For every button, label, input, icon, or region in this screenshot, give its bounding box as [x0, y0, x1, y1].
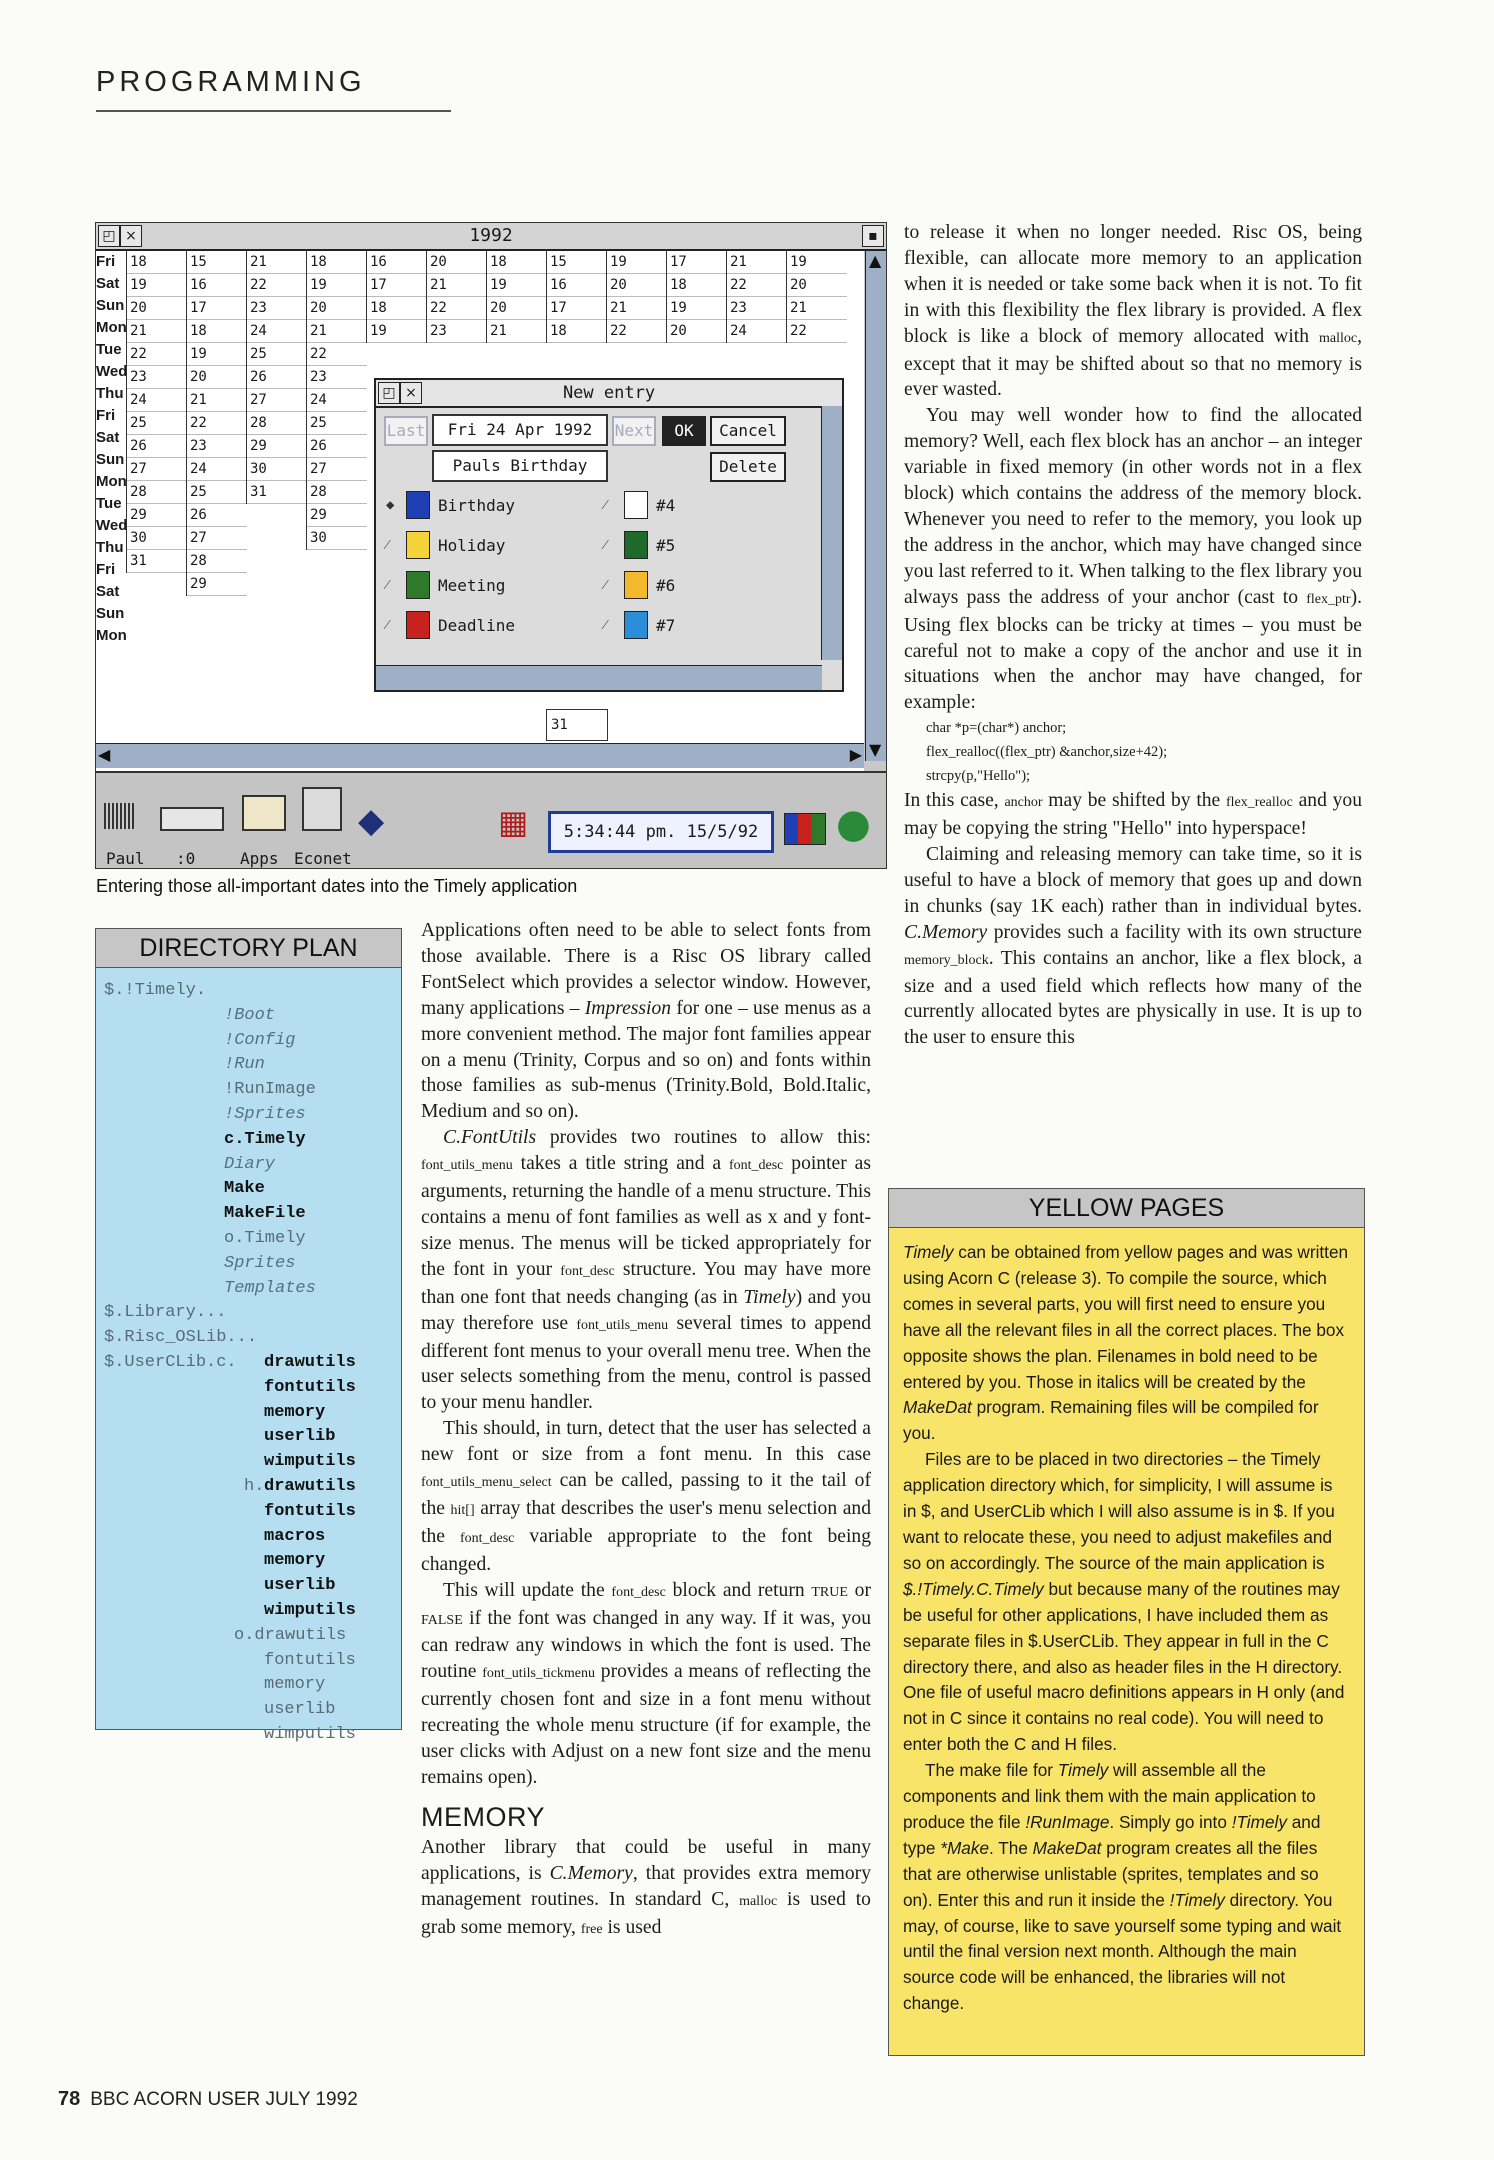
date-cell[interactable]: 21	[187, 389, 247, 412]
date-cell[interactable]: 24	[727, 320, 787, 343]
date-cell[interactable]: 26	[307, 435, 367, 458]
date-cell[interactable]: 30	[127, 527, 187, 550]
directory-entry: drawutils	[264, 1477, 356, 1496]
radio-icon[interactable]: ⁄	[386, 576, 389, 593]
date-cell[interactable]: 16	[547, 274, 607, 297]
category-option[interactable]	[386, 570, 505, 600]
date-cell[interactable]: 22	[787, 320, 847, 343]
dialog-close-icon[interactable]: ×	[400, 382, 422, 404]
back-icon[interactable]: ◰	[98, 225, 120, 247]
date-cell[interactable]: 23	[307, 366, 367, 389]
date-field[interactable]: Fri 24 Apr 1992	[432, 414, 608, 446]
category-option[interactable]	[386, 610, 515, 640]
directory-entry: memory	[264, 1675, 326, 1695]
date-cell[interactable]: 31	[127, 550, 187, 573]
dialog-back-icon[interactable]: ◰	[378, 382, 400, 404]
date-cell[interactable]: 20	[307, 297, 367, 320]
date-cell[interactable]: 28	[127, 481, 187, 504]
date-cell[interactable]: 19	[487, 274, 547, 297]
date-cell[interactable]: 16	[187, 274, 247, 297]
date-cell[interactable]: 31	[247, 481, 307, 504]
apps-label: Apps	[240, 849, 279, 868]
date-cell[interactable]: 20	[187, 366, 247, 389]
date-cell[interactable]: 18	[187, 320, 247, 343]
new-entry-dialog	[374, 378, 844, 692]
directory-entry: memory	[264, 1402, 326, 1422]
paragraph: You may well wonder how to find the allocated memory? Well, each flex block has an anchor – an integer variable in fixed memory (in other words not in a flex block) which contains the address of the memory block. Whenever you need to refer to the memory, you look up the address in the anchor, which may have changed since you last referred to it. When talking to the flex library you always pass the address of your anchor (cast to flex_ptr). Using flex blocks can be tricky at times – you must be careful not to make a copy of the anchor and use it in situations when the anchor may have changed, for example:	[904, 405, 1362, 714]
date-cell[interactable]: 18	[667, 274, 727, 297]
date-cell[interactable]: 22	[307, 343, 367, 366]
econet-drive-icon[interactable]	[160, 807, 224, 831]
option-label: #6	[656, 575, 676, 595]
directory-entry: fontutils	[264, 1650, 356, 1670]
page-number: 78	[58, 2088, 81, 2110]
diamond-icon[interactable]: ◆	[358, 801, 385, 841]
clock-display[interactable]: 5:34:44 pm. 15/5/92	[548, 811, 774, 853]
date-column	[546, 251, 607, 343]
paragraph: Applications often need to be able to select fonts from those available. There is a Risc OS library called FontSelect which provides a selector window. However, many applications – Impression for one – use menus as a more convenient method. The major font families appear on a menu (Trinity, Corpus and so on) and fonts within those families as sub-menus (Trinity.Bold, Bold.Italic, Medium and so on).	[421, 920, 871, 1123]
date-cell[interactable]: 22	[187, 412, 247, 435]
dialog-vertical-scrollbar[interactable]	[821, 406, 842, 660]
day-label: Sun	[96, 605, 125, 622]
directory-entry: fontutils	[264, 1501, 356, 1521]
date-cell[interactable]: 29	[307, 504, 367, 527]
date-cell[interactable]: 27	[247, 389, 307, 412]
radio-icon[interactable]: ◆	[386, 497, 395, 513]
paragraph: C.FontUtils provides two routines to allow this: font_utils_menu takes a title string and a font_desc pointer as arguments, returning the handle of a menu structure. This contains a menu of font families as well as x and y font-size menus. The menus will be ticked appropriately for the font in your font_desc structure. You may have more than one font that needs changing (as in Timely) and you may therefore use font_utils_menu several times to append different font menus to your overall menu tree. When the user selects something from the menu, control is passed to your menu handler.	[421, 1127, 871, 1414]
middle-column	[421, 918, 871, 1942]
day-label: Sun	[96, 297, 125, 314]
date-cell[interactable]: 21	[427, 274, 487, 297]
day-label: Mon	[96, 473, 127, 490]
paragraph: Files are to be placed in two directories – the Timely application directory which, for simplicity, I will assume is in $, and UserCLib which I will also assume is in $. If you want to relocate these, you need to adjust makefiles and so on accordingly. The source of the main application is $.!Timely.C.Timely but because many of the routines may be useful for other applications, I have included them as separate files in $.UserCLib. They appear in full in the C directory there, and also as header files in the H directory. One file of useful macro definitions appears in H only (and not in C since it contains no real code). You will need to enter both the C and H files.	[903, 1449, 1345, 1755]
date-cell[interactable]: 25	[127, 412, 187, 435]
radio-icon[interactable]: ⁄	[604, 616, 607, 633]
entry-text-field[interactable]: Pauls Birthday	[432, 450, 608, 482]
day-label: Tue	[96, 341, 122, 358]
directory-entry: fontutils	[264, 1377, 356, 1397]
radio-icon[interactable]: ⁄	[604, 576, 607, 593]
figure-caption: Entering those all-important dates into the Timely application	[96, 876, 578, 896]
date-cell[interactable]: 19	[127, 274, 187, 297]
directory-entry: $.!Timely.	[104, 981, 207, 1000]
drive-icon[interactable]	[104, 803, 134, 829]
next-button[interactable]: Next	[612, 416, 656, 446]
date-cell[interactable]: 25	[247, 343, 307, 366]
vertical-scrollbar[interactable]	[865, 251, 886, 761]
dialog-horizontal-scrollbar[interactable]	[376, 665, 822, 690]
day-labels	[96, 251, 126, 647]
directory-entry: wimputils	[264, 1601, 356, 1620]
date-cell[interactable]: 19	[667, 297, 727, 320]
date-cell[interactable]: 19	[307, 274, 367, 297]
day-label: Thu	[96, 385, 124, 402]
date-cell[interactable]: 21	[127, 320, 187, 343]
date-cell[interactable]: 23	[727, 297, 787, 320]
date-cell[interactable]: 23	[127, 366, 187, 389]
date-cell[interactable]: 25	[307, 412, 367, 435]
directory-entry: h.	[244, 1477, 265, 1496]
directory-plan-title: DIRECTORY PLAN	[96, 929, 401, 968]
directory-entry: Make	[224, 1179, 265, 1199]
code-line: flex_realloc((flex_ptr) &anchor,size+42);	[926, 744, 1168, 761]
palette-icon[interactable]	[784, 813, 826, 845]
directory-entry: o.drawutils	[234, 1625, 347, 1645]
date-cell[interactable]: 22	[247, 274, 307, 297]
calendar-app-icon[interactable]: ▦	[498, 803, 529, 841]
drive-label: Paul	[106, 849, 145, 868]
date-cell[interactable]: 30	[307, 527, 367, 550]
calendar-window-title	[96, 223, 886, 251]
date-column	[126, 251, 187, 573]
date-cell[interactable]: 29	[127, 504, 187, 527]
date-cell[interactable]: 23	[247, 297, 307, 320]
day-label: Fri	[96, 253, 116, 270]
date-cell[interactable]: 29	[187, 573, 247, 596]
date-cell[interactable]: 19	[787, 251, 847, 274]
option-label: #7	[656, 615, 676, 635]
paragraph: The make file for Timely will assemble all the components and link them with the main application to produce the file !RunImage. Simply go into !Timely and type *Make. The MakeDat program creates all the files that are otherwise unlistable (sprites, templates and so on). Enter this and run it inside the !Timely directory. You may, of course, like to save yourself some typing and wait until the final version next month. Although the main source code will be enhanced, the libraries will not change.	[903, 1760, 1342, 2014]
date-cell[interactable]: 21	[727, 251, 787, 274]
date-cell[interactable]: 28	[307, 481, 367, 504]
yellow-pages-text	[889, 1228, 1364, 2017]
date-cell[interactable]: 21	[787, 297, 847, 320]
color-swatch	[624, 491, 648, 519]
date-cell[interactable]: 23	[187, 435, 247, 458]
directory-entry: c.Timely	[224, 1129, 306, 1149]
date-cell[interactable]: 29	[247, 435, 307, 458]
color-swatch	[624, 611, 648, 639]
date-cell[interactable]: 22	[127, 343, 187, 366]
day-label: Fri	[96, 407, 116, 424]
day-label: Sat	[96, 583, 120, 600]
date-cell[interactable]: 20	[127, 297, 187, 320]
date-cell[interactable]: 28	[247, 412, 307, 435]
scroll-up-icon[interactable]: ▲	[869, 251, 882, 270]
color-swatch	[624, 571, 648, 599]
directory-entry: !RunImage	[224, 1080, 316, 1100]
day-label: Thu	[96, 539, 124, 556]
date-cell[interactable]: 24	[187, 458, 247, 481]
ok-button[interactable]: OK	[662, 416, 706, 446]
color-swatch	[406, 611, 430, 639]
date-cell[interactable]: 22	[727, 274, 787, 297]
directory-entry: drawutils	[264, 1353, 356, 1372]
day-label: Wed	[96, 363, 128, 380]
day-label: Sat	[96, 429, 120, 446]
date-cell[interactable]: 21	[487, 320, 547, 343]
scroll-left-icon[interactable]: ◀	[98, 745, 111, 764]
directory-entry: Diary	[224, 1154, 276, 1174]
date-cell[interactable]: 18	[487, 251, 547, 274]
date-cell[interactable]: 21	[307, 320, 367, 343]
date-cell[interactable]: 22	[427, 297, 487, 320]
date-column	[306, 251, 367, 550]
radio-icon[interactable]: ⁄	[604, 536, 607, 553]
directory-entry: wimputils	[264, 1452, 356, 1472]
directory-entry: macros	[264, 1526, 326, 1546]
directory-entry: userlib	[264, 1576, 336, 1596]
category-option[interactable]	[604, 570, 675, 600]
date-cell[interactable]: 26	[187, 504, 247, 527]
radio-icon[interactable]: ⁄	[386, 536, 389, 553]
date-column	[606, 251, 667, 343]
section-header: PROGRAMMING	[96, 66, 366, 98]
directory-entry: Sprites	[224, 1253, 296, 1273]
computer-icon[interactable]	[302, 787, 342, 831]
color-swatch	[406, 491, 430, 519]
date-cell[interactable]: 28	[187, 550, 247, 573]
directory-entry: MakeFile	[224, 1204, 306, 1224]
day-label: Mon	[96, 627, 127, 644]
option-label: Holiday	[438, 535, 506, 555]
date-cell[interactable]: 25	[187, 481, 247, 504]
directory-entry: !Sprites	[224, 1105, 306, 1124]
date-column	[786, 251, 847, 343]
date-cell[interactable]: 20	[607, 274, 667, 297]
header-rule	[96, 110, 451, 112]
date-cell[interactable]: 21	[607, 297, 667, 320]
date-cell[interactable]: 18	[127, 251, 187, 274]
color-swatch	[624, 531, 648, 559]
color-swatch	[406, 531, 430, 559]
yellow-pages-title: YELLOW PAGES	[889, 1189, 1364, 1228]
econet-label: Econet	[294, 849, 352, 868]
date-cell[interactable]: 19	[367, 320, 427, 343]
date-column	[366, 251, 427, 343]
date-cell[interactable]: 22	[607, 320, 667, 343]
day-label: Wed	[96, 517, 128, 534]
date-cell[interactable]: 19	[607, 251, 667, 274]
paragraph: Another library that could be useful in many applications, is C.Memory, that provides extra memory management routines. In standard C, malloc is used to grab some memory, free is used	[421, 1836, 871, 1938]
date-cell[interactable]: 17	[547, 297, 607, 320]
date-cell[interactable]: 20	[667, 320, 727, 343]
directory-entry: !Boot	[224, 1005, 276, 1025]
directory-entry: !Run	[224, 1055, 265, 1075]
date-cell[interactable]: 24	[127, 389, 187, 412]
yellow-pages-box	[888, 1188, 1365, 2056]
directory-entry: userlib	[264, 1427, 336, 1447]
directory-entry: userlib	[264, 1700, 336, 1720]
switcher-icon[interactable]: ●	[836, 801, 871, 847]
date-cell[interactable]: 16	[367, 251, 427, 274]
category-option[interactable]	[386, 530, 505, 560]
option-label: Meeting	[438, 575, 506, 595]
date-cell[interactable]: 17	[667, 251, 727, 274]
paragraph: Claiming and releasing memory can take time, so it is useful to have a block of memory that goes up and down in chunks (say 1K each) rather than in individual bytes. C.Memory provides such a facility with its own structure memory_block. This contains an anchor, like a flex block, a size and a used field which reflects how many of the currently allocated bytes are physically in use. It is up to the user to ensure this	[904, 844, 1362, 1049]
day-label: Fri	[96, 561, 116, 578]
date-column	[666, 251, 727, 343]
drive-number: :0	[176, 849, 196, 868]
date-cell[interactable]: 17	[367, 274, 427, 297]
date-cell[interactable]: 15	[547, 251, 607, 274]
date-cell[interactable]: 19	[187, 343, 247, 366]
date-cell[interactable]: 15	[187, 251, 247, 274]
date-cell[interactable]: 27	[307, 458, 367, 481]
dialog-title	[376, 380, 842, 408]
delete-button[interactable]: Delete	[710, 452, 786, 482]
right-column	[904, 220, 1362, 1051]
close-icon[interactable]: ×	[120, 225, 142, 247]
date-cell[interactable]: 20	[787, 274, 847, 297]
memory-heading: MEMORY	[421, 1801, 546, 1832]
category-option[interactable]	[604, 610, 675, 640]
directory-entry: !Config	[224, 1030, 296, 1050]
publication-name: BBC ACORN USER JULY 1992	[90, 2089, 358, 2110]
calendar-year: 1992	[469, 225, 513, 246]
directory-entry: memory	[264, 1551, 326, 1571]
page-footer	[58, 2088, 358, 2111]
date-cell[interactable]: 24	[247, 320, 307, 343]
date-cell[interactable]: 21	[247, 251, 307, 274]
day-label: Sat	[96, 275, 120, 292]
category-option[interactable]	[386, 490, 515, 520]
dialog-title-text: New entry	[562, 383, 656, 403]
date-column	[726, 251, 787, 343]
date-cell[interactable]: 17	[187, 297, 247, 320]
date-cell[interactable]: 27	[187, 527, 247, 550]
day-label: Tue	[96, 495, 122, 512]
directory-entry: Templates	[224, 1278, 316, 1298]
radio-icon[interactable]: ⁄	[604, 496, 607, 513]
last-button[interactable]: Last	[384, 416, 428, 446]
date-column	[486, 251, 547, 343]
date-column	[426, 251, 487, 343]
apps-folder-icon[interactable]	[242, 795, 286, 831]
paragraph: This should, in turn, detect that the user has selected a new font or size from a font menu. In this case font_utils_menu_select can be called, passing to it the tail of the hit[] array that describes the user's menu selection and the font_desc variable appropriate to the font being changed.	[421, 1418, 872, 1575]
option-label: Birthday	[438, 495, 516, 515]
color-swatch	[406, 571, 430, 599]
paragraph: Timely can be obtained from yellow pages and was written using Acorn C (release 3). To compile the source, which comes in several parts, you will first need to ensure you have all the relevant files in all the correct places. The box opposite shows the plan. Filenames in bold need to be entered by you. Those in italics will be created by the MakeDat program. Remaining files will be compiled for you.	[903, 1242, 1349, 1444]
option-label: #5	[656, 535, 676, 555]
radio-icon[interactable]: ⁄	[386, 616, 389, 633]
date-cell[interactable]: 18	[307, 251, 367, 274]
scroll-right-icon[interactable]: ▶	[849, 745, 862, 764]
horizontal-scrollbar[interactable]	[96, 743, 864, 768]
code-line: char *p=(char*) anchor;	[926, 720, 1067, 737]
date-cell[interactable]: 24	[307, 389, 367, 412]
option-label: Deadline	[438, 615, 516, 635]
date-cell[interactable]: 18	[367, 297, 427, 320]
category-option[interactable]	[604, 530, 675, 560]
cancel-button[interactable]: Cancel	[710, 416, 786, 446]
scroll-down-icon[interactable]: ▼	[869, 740, 882, 759]
directory-entry: wimputils	[264, 1725, 356, 1744]
screenshot-figure	[95, 222, 887, 869]
directory-entry: o.Timely	[224, 1229, 306, 1248]
directory-entry: $.Library...	[104, 1303, 227, 1323]
icon-bar	[96, 771, 886, 869]
date-cell[interactable]: 23	[427, 320, 487, 343]
date-cell[interactable]: 18	[547, 320, 607, 343]
date-cell[interactable]: 20	[487, 297, 547, 320]
category-option[interactable]	[604, 490, 675, 520]
paragraph: This will update the font_desc block and return TRUE or FALSE if the font was changed in any way. If it was, you can redraw any windows in which the font is used. The routine font_utils_tickmenu provides a means of reflecting the currently chosen font and size in a font menu without recreating the whole menu structure (if for example, the user clicks with Adjust on a new font size and the menu remains open).	[421, 1579, 872, 1788]
paragraph: In this case, anchor may be shifted by the flex_realloc and you may be copying the string "Hello" into hyperspace!	[904, 790, 1363, 840]
directory-plan-box	[95, 928, 402, 1744]
toggle-size-icon[interactable]: ▪	[862, 225, 884, 247]
date-cell[interactable]: 26	[127, 435, 187, 458]
day-label: Mon	[96, 319, 127, 336]
bottom-date-cell: 31	[546, 709, 608, 741]
date-column	[246, 251, 307, 504]
directory-entry: $.Risc_OSLib...	[104, 1328, 258, 1348]
day-label: Sun	[96, 451, 125, 468]
date-column	[186, 251, 247, 596]
paragraph: to release it when no longer needed. Risc OS, being flexible, can allocate more memory to an application when it is needed or take some back when it is not. To fit in with this flexibility the flex library is provided. A flex block is like a block of memory allocated with malloc, except that it may be shifted about so that no memory is ever wasted.	[904, 222, 1363, 401]
date-cell[interactable]: 26	[247, 366, 307, 389]
code-line: strcpy(p,"Hello");	[926, 768, 1031, 785]
date-cell[interactable]: 27	[127, 458, 187, 481]
directory-entry: $.UserCLib.c.	[104, 1353, 237, 1372]
date-cell[interactable]: 20	[427, 251, 487, 274]
option-label: #4	[656, 495, 676, 515]
date-cell[interactable]: 30	[247, 458, 307, 481]
